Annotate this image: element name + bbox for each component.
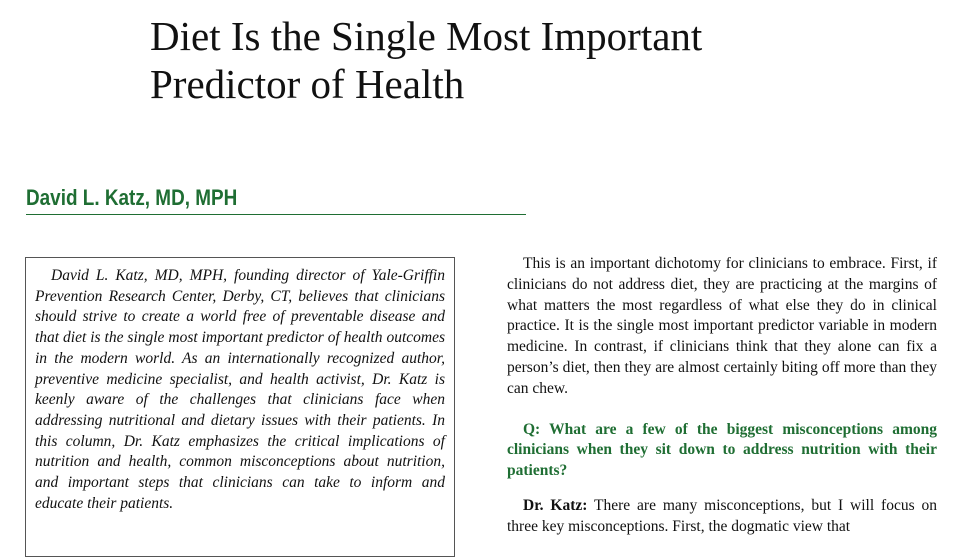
article-title-line-1: Diet Is the Single Most Important (150, 13, 703, 59)
author-byline: David L. Katz, MD, MPH (26, 185, 238, 210)
body-paragraph: This is an important dichotomy for clinicians to embrace. First, if clinicians do not address diet, they are practicing at the margins of what matters the most regardless of what else they do in clinical practice. It is the single most important predictor variable in modern medicine. In contrast, if clinicians think that they alone can fix a person’s diet, then they are almost certainly biting off more than they can chew. (507, 255, 937, 397)
abstract-text: David L. Katz, MD, MPH, founding director of Yale-Griffin Prevention Research Center, Derby, CT, believes that clinicians should strive to create a world free of preventable disease and that diet is the single most important predictor of health outcomes in the modern world. As an internationally recognized author, preventive medicine specialist, and health activist, Dr. Katz is keenly aware of the challenges that clinicians face when addressing nutritional and dietary issues with their patients. In this column, Dr. Katz emphasizes the critical implications of nutrition and health, common misconceptions about nutrition, and important steps that clinicians can take to inform and educate their patients. (35, 267, 445, 512)
answer-text: There are many misconceptions, but I will focus on three key misconceptions. First, the dogmatic view that (507, 497, 937, 536)
interview-answer (507, 496, 937, 538)
article-title (150, 12, 910, 108)
article-title-line-2: Predictor of Health (150, 61, 465, 107)
interview-question: Q: What are a few of the biggest misconceptions among clinicians when they sit down to address nutrition with their patients? (507, 420, 937, 479)
author-divider (26, 214, 526, 215)
abstract-box (25, 257, 455, 557)
answer-speaker: Dr. Katz: (523, 497, 588, 515)
body-column (507, 254, 937, 538)
